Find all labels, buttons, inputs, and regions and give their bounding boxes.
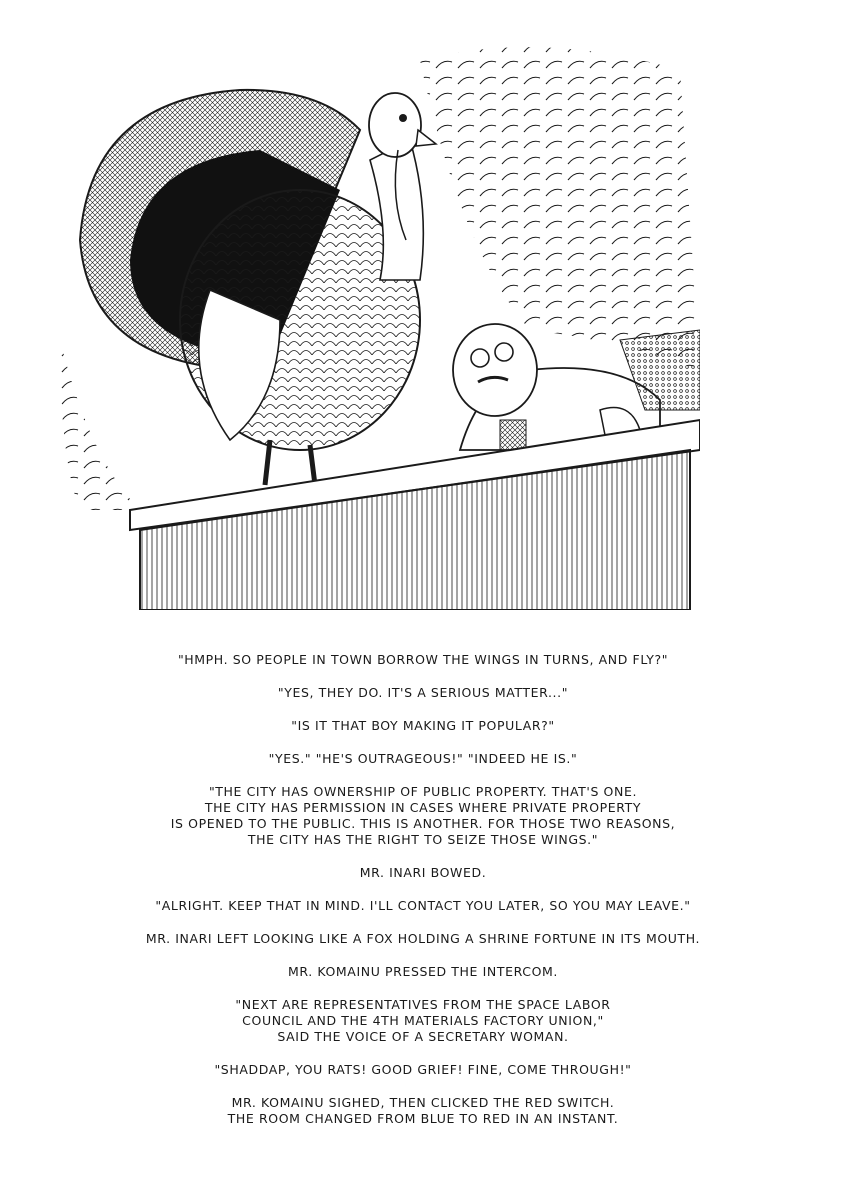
turkey-and-man-illustration (60, 40, 700, 610)
man-tie (500, 420, 526, 450)
turkey (80, 90, 436, 485)
story-paragraph: "IS IT THAT BOY MAKING IT POPULAR?" (291, 718, 555, 733)
story-paragraph: MR. INARI BOWED. (359, 865, 487, 880)
story-paragraph: "YES." "HE'S OUTRAGEOUS!" "INDEED HE IS." (268, 751, 578, 766)
turkey-head (369, 93, 421, 157)
turkey-eye (399, 114, 407, 122)
story-text (80, 652, 766, 1144)
story-paragraph: "THE CITY HAS OWNERSHIP OF PUBLIC PROPERTY. THAT'S ONE. THE CITY HAS PERMISSION IN CASES WHERE PRIVATE PROPERTY IS OPENED TO THE PUBLIC. THIS IS ANOTHER. FOR THOSE TWO REASONS, THE CITY HAS THE RIGHT TO SEIZE THOSE WINGS." (170, 784, 676, 847)
story-paragraph: MR. KOMAINU SIGHED, THEN CLICKED THE RED SWITCH. THE ROOM CHANGED FROM BLUE TO RED IN AN INSTANT. (227, 1095, 619, 1126)
story-paragraph: "NEXT ARE REPRESENTATIVES FROM THE SPACE LABOR COUNCIL AND THE 4TH MATERIALS FACTORY UNION," SAID THE VOICE OF A SECRETARY WOMAN. (235, 997, 611, 1044)
story-paragraph: "SHADDAP, YOU RATS! GOOD GRIEF! FINE, COME THROUGH!" (214, 1062, 632, 1077)
story-paragraph: "ALRIGHT. KEEP THAT IN MIND. I'LL CONTACT YOU LATER, SO YOU MAY LEAVE." (155, 898, 691, 913)
story-paragraph: MR. KOMAINU PRESSED THE INTERCOM. (288, 964, 558, 979)
story-paragraph: "YES, THEY DO. IT'S A SERIOUS MATTER..." (277, 685, 569, 700)
turkey-beak (416, 130, 436, 146)
story-paragraph: MR. INARI LEFT LOOKING LIKE A FOX HOLDING A SHRINE FORTUNE IN ITS MOUTH. (145, 931, 701, 946)
desk (130, 420, 700, 610)
story-paragraph: "HMPH. SO PEOPLE IN TOWN BORROW THE WINGS IN TURNS, AND FLY?" (177, 652, 669, 667)
man-head (453, 324, 537, 416)
